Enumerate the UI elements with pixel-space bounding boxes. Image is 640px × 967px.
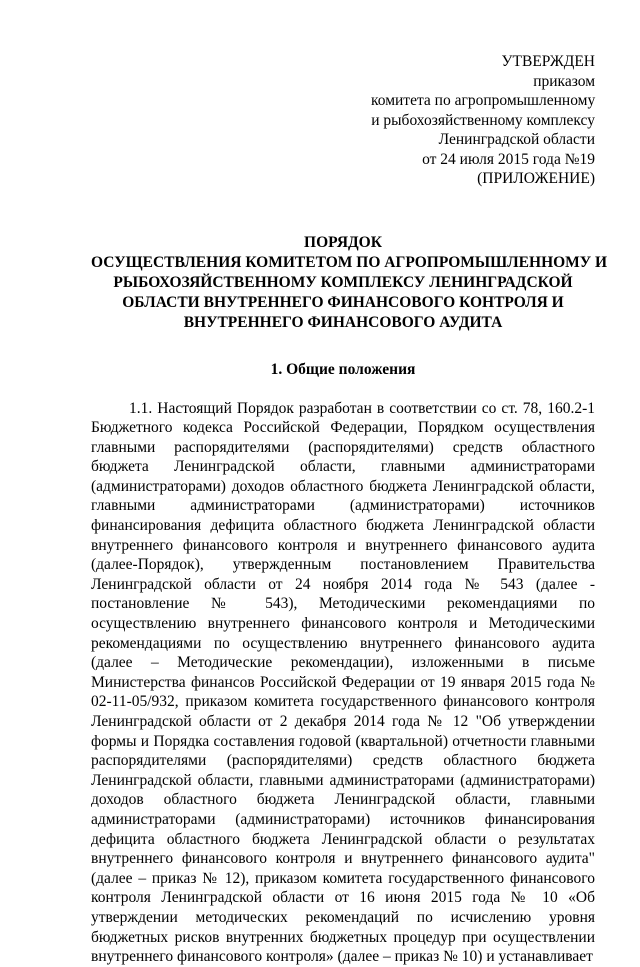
- approval-line: приказом: [533, 72, 595, 90]
- approval-line: Ленинградской области: [438, 131, 595, 148]
- section-heading: 1. Общие положения: [270, 360, 416, 378]
- document-title: [91, 233, 608, 333]
- title-line: ВНУТРЕННЕГО ФИНАНСОВОГО АУДИТА: [183, 313, 503, 331]
- title-line: ОСУЩЕСТВЛЕНИЯ КОМИТЕТОМ ПО АГРОПРОМЫШЛЕННОМУ И: [91, 253, 608, 271]
- approval-line: УТВЕРЖДЕН: [501, 53, 595, 70]
- approval-line: от 24 июля 2015 года №19: [422, 150, 595, 168]
- title-line: ПОРЯДОК: [304, 233, 382, 251]
- title-line: ОБЛАСТИ ВНУТРЕННЕГО ФИНАНСОВОГО КОНТРОЛЯ И: [122, 293, 564, 311]
- approval-line: комитета по агропромышленному: [371, 92, 596, 109]
- title-line: РЫБОХОЗЯЙСТВЕННОМУ КОМПЛЕКСУ ЛЕНИНГРАДСКОЙ: [113, 273, 573, 291]
- approval-line: и рыбохозяйственному комплексу: [371, 111, 595, 129]
- approval-line: (ПРИЛОЖЕНИЕ): [477, 170, 595, 187]
- approval-stamp: [371, 52, 595, 189]
- body-paragraph: 1.1. Настоящий Порядок разработан в соответствии со ст. 78, 160.2-1 Бюджетного кодекса Российской Федерации, Порядком осуществления главными распорядителями (распорядителями) средств областного бюджета Ленинградской области, главными администраторами (администраторами) доходов областного бюджета Ленинградской области, главными администраторами (администраторами) источников финансирования дефицита областного бюджета Ленинградской области внутреннего финансового контроля и внутреннего финансового аудита (далее-Порядок), утвержденным постановлением Правительства Ленинградской области от 24 ноября 2014 года № 543 (далее - постановление № 543), Методическими рекомендациями по осуществлению внутреннего финансового контроля и Методическими рекомендациями по осуществлению внутреннего финансового аудита (далее – Методические рекомендации), изложенными в письме Министерства финансов Российской Федерации от 19 января 2015 года № 02-11-05/932, приказом комитета государственного финансового контроля Ленинградской области от 2 декабря 2014 года № 12 "Об утверждении формы и Порядка составления годовой (квартальной) отчетности главными распорядителями (распорядителями) средств областного бюджета Ленинградской области, главными администраторами (администраторами) доходов областного бюджета Ленинградской области, главными администраторами (администраторами) источников финансирования дефицита областного бюджета Ленинградской области о результатах внутреннего финансового контроля и внутреннего финансового аудита" (далее – приказ № 12), приказом комитета государственного финансового контроля Ленинградской области от 16 июня 2015 года № 10 «Об утверждении методических рекомендаций по исчислению уровня бюджетных рисков внутренних бюджетных процедур при осуществлении внутреннего финансового контроля» (далее – приказ № 10) и устанавливает: [91, 399, 595, 966]
